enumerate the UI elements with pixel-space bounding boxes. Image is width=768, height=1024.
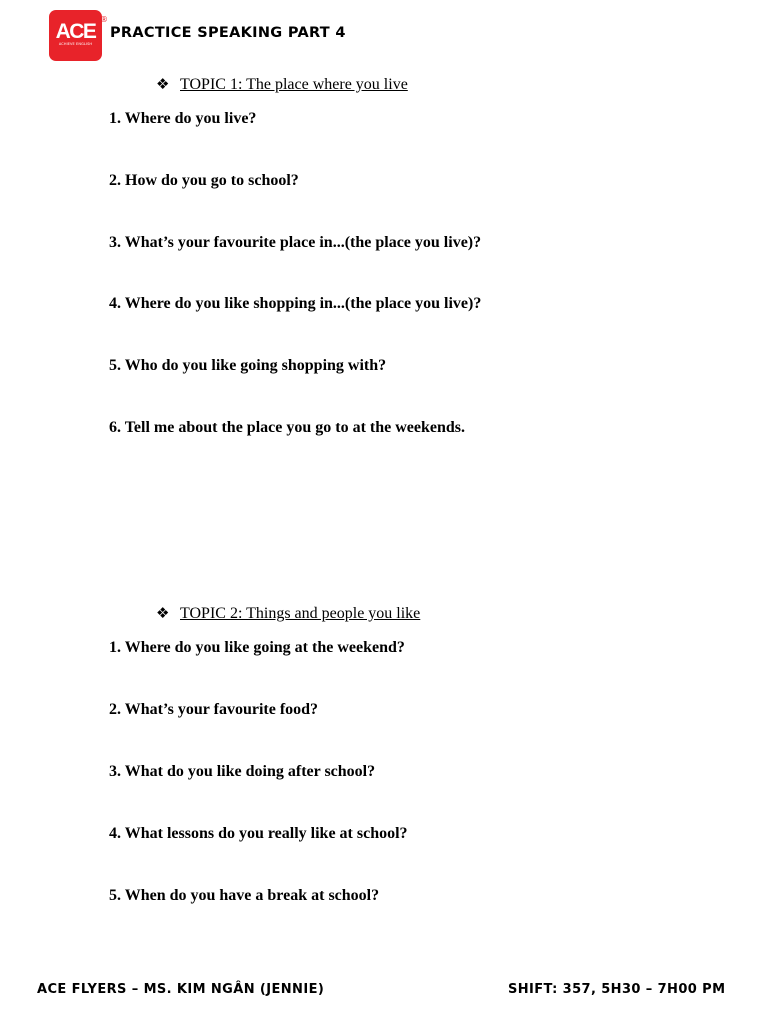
question-item: 4. Where do you like shopping in...(the place you live)? [109,295,482,312]
question-item: 6. Tell me about the place you go to at the weekends. [109,419,465,436]
registered-mark: ® [100,15,108,24]
logo-subtext: ACHIEVE ENGLISH [58,42,93,46]
question-item: 4. What lessons do you really like at school? [109,825,408,842]
ace-logo [49,10,108,61]
logo-text: ACE [55,20,96,43]
diamond-bullet-icon: ❖ [156,604,170,622]
document-title: PRACTICE SPEAKING PART 4 [110,25,346,41]
question-item: 3. What do you like doing after school? [109,763,376,780]
diamond-bullet-icon: ❖ [156,75,170,93]
topic-title: TOPIC 1: The place where you live [180,76,408,93]
topic-heading [156,75,408,94]
question-item: 1. Where do you like going at the weekend? [109,639,405,656]
question-item: 5. When do you have a break at school? [109,887,380,904]
topic-title: TOPIC 2: Things and people you like [180,605,421,622]
question-item: 5. Who do you like going shopping with? [109,357,387,374]
question-item: 1. Where do you live? [109,110,257,127]
footer-shift: SHIFT: 357, 5H30 – 7H00 PM [508,982,726,997]
footer-teacher: ACE FLYERS – MS. KIM NGÂN (JENNIE) [37,982,325,997]
question-item: 3. What’s your favourite place in...(the place you live)? [109,234,482,251]
question-item: 2. What’s your favourite food? [109,701,319,718]
page-header [49,10,346,61]
question-item: 2. How do you go to school? [109,172,299,189]
topic-heading [156,604,420,623]
